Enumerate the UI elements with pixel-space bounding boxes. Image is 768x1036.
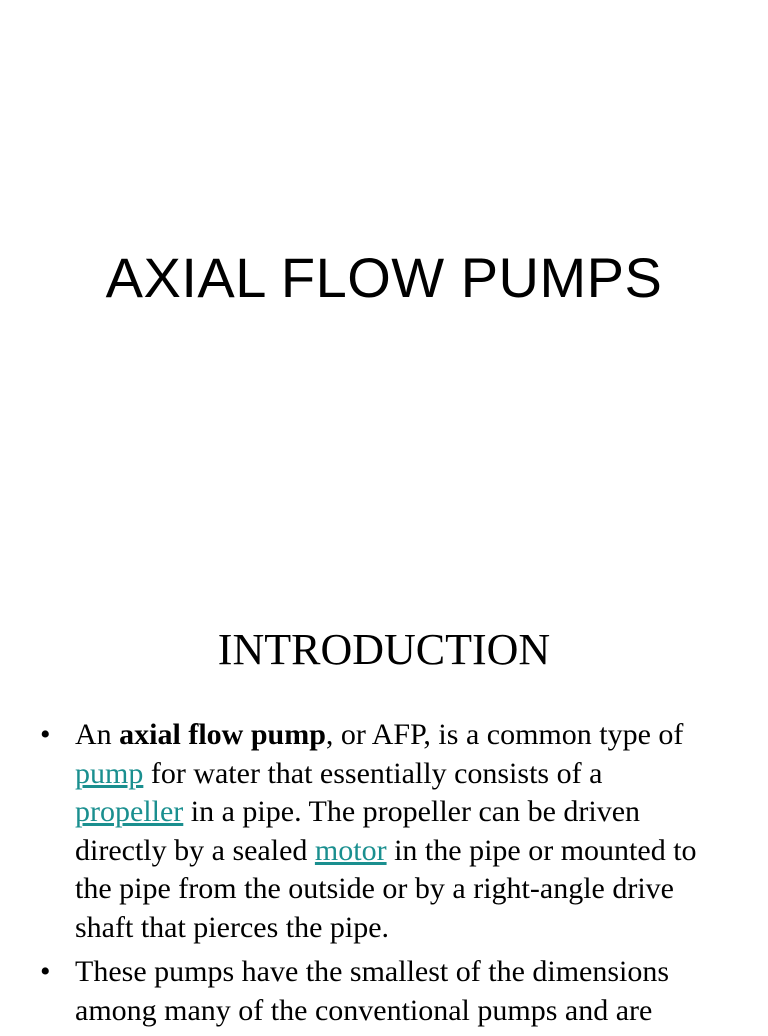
slide-title: AXIAL FLOW PUMPS	[105, 246, 663, 309]
text-segment: in a pipe. The propeller can be driven directly by a sealed	[75, 795, 641, 867]
text-segment: An	[75, 718, 120, 751]
text-segment: , or AFP, is a common type of	[325, 718, 684, 751]
bullet-item-2	[0, 953, 768, 1030]
link-propeller[interactable]: propeller	[75, 795, 184, 828]
text-segment: in the pipe or mounted to the pipe from the outside or by a right-angle drive shaft that pierces the pipe.	[75, 833, 697, 944]
bullet-text-1	[75, 718, 697, 944]
text-segment: for water that essentially consists of a	[143, 756, 603, 790]
bullet-list	[0, 716, 768, 1036]
bold-term-axial-flow-pump: axial flow pump	[119, 718, 326, 751]
bullet-item-1	[0, 716, 768, 947]
section-heading: INTRODUCTION	[217, 625, 551, 674]
bullet-marker: •	[40, 955, 51, 988]
link-motor[interactable]: motor	[314, 833, 387, 867]
link-pump[interactable]: pump	[75, 756, 144, 790]
bullet-marker: •	[40, 718, 51, 751]
bullet-text-2: These pumps have the smallest of the dimensions among many of the conventional pumps and are	[75, 955, 670, 1027]
